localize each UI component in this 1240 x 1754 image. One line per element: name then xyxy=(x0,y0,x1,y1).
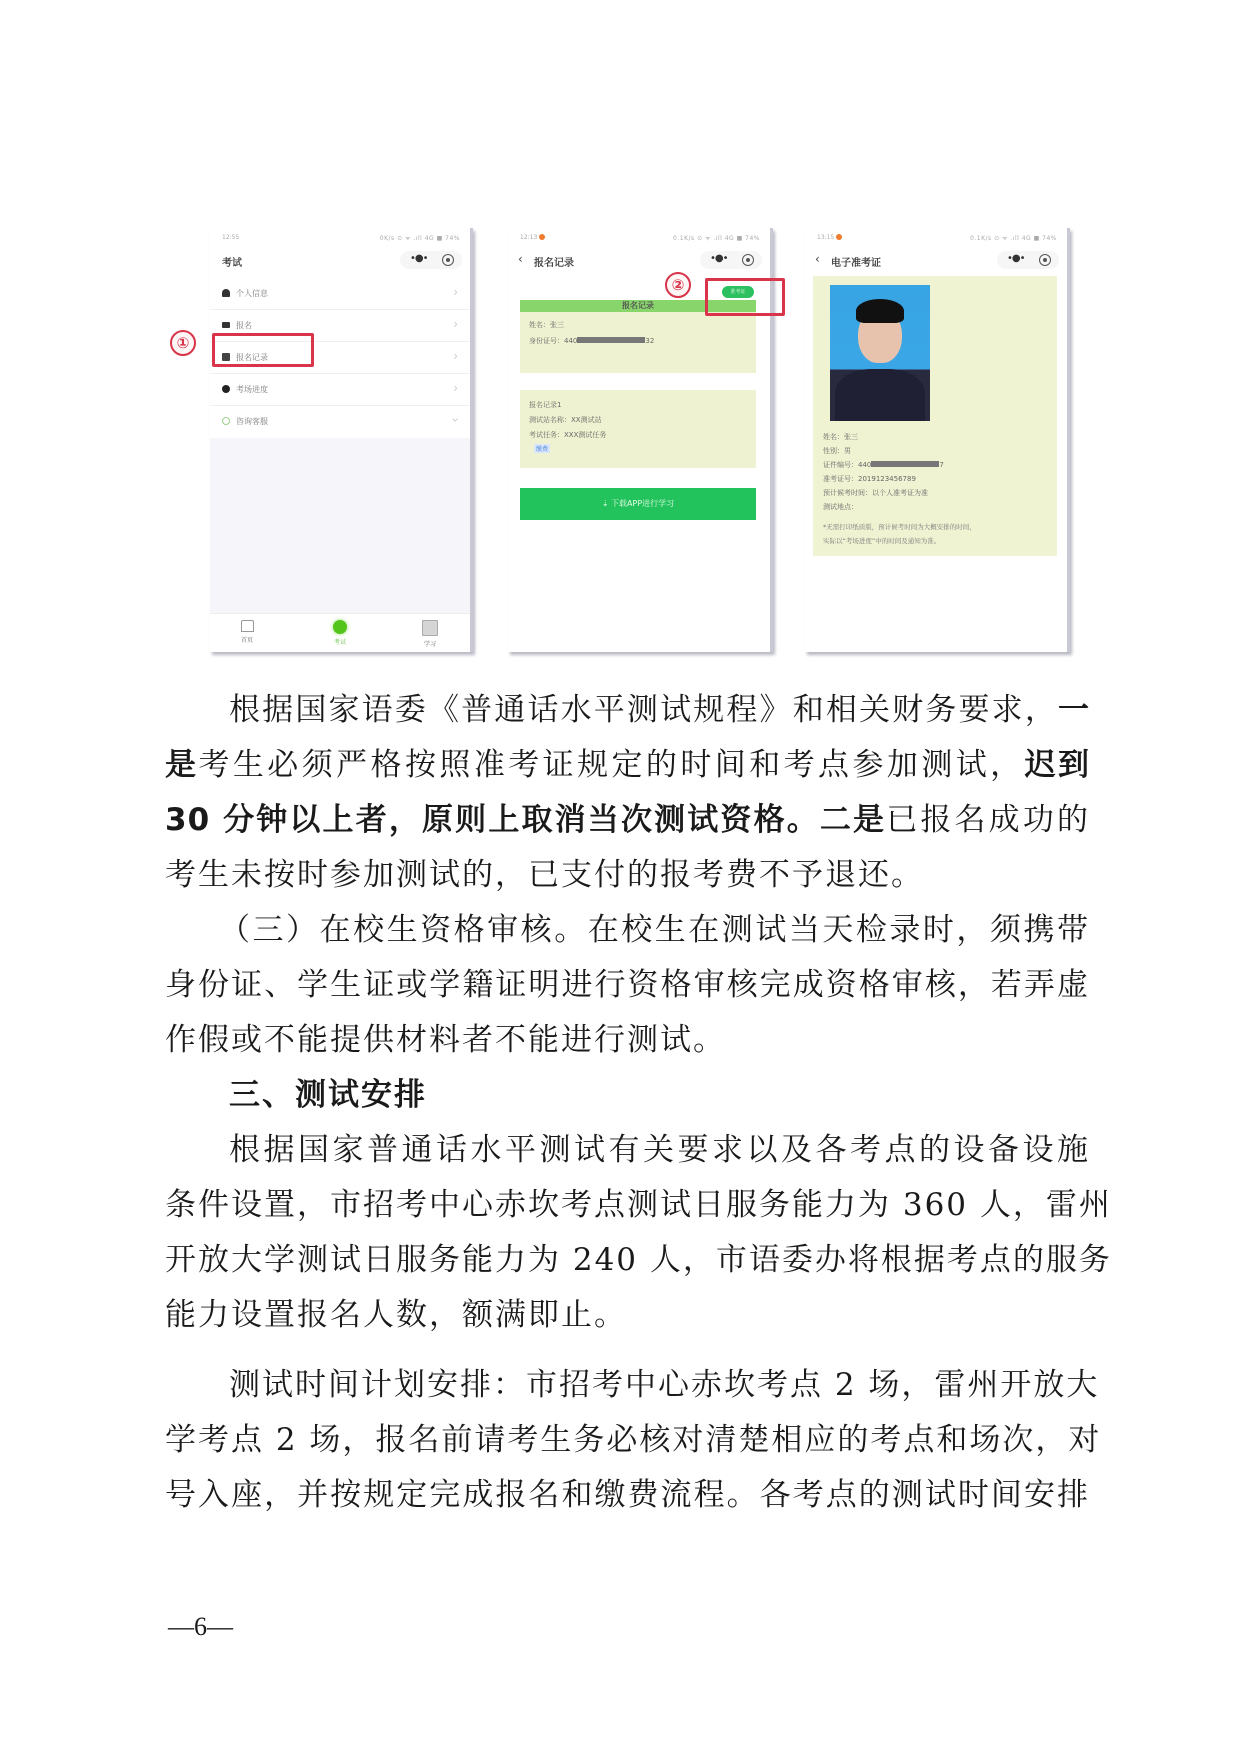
name-field: 姓名：张三 xyxy=(529,321,564,329)
button-label: 下载APP进行学习 xyxy=(611,499,675,508)
page-number: —6— xyxy=(168,1612,233,1641)
paragraph-2-line-3: 作假或不能提供材料者不能进行测试。 xyxy=(165,1022,726,1058)
more-icon[interactable]: •●• xyxy=(710,253,728,264)
card-icon xyxy=(222,322,230,328)
candidate-photo xyxy=(830,285,930,421)
note-line-2: 实际以“考场进度”中的时间及通知为准。 xyxy=(823,537,941,545)
phone-screen-exam-menu xyxy=(210,228,473,652)
chevron-right-icon: › xyxy=(453,349,458,363)
back-arrow-icon[interactable]: ‹ xyxy=(518,252,523,266)
close-target-icon[interactable] xyxy=(1039,254,1051,266)
status-icons: 0K/s ⊙ ᯤ .ıll 4G ■ 74% xyxy=(379,235,460,242)
status-time: 12:55 xyxy=(222,234,240,241)
tab-exam[interactable] xyxy=(315,620,365,646)
paragraph-4-line-1: 测试时间计划安排：市招考中心赤坎考点 2 场，雷州开放大 xyxy=(229,1367,1100,1403)
home-icon xyxy=(241,620,254,632)
miniapp-capsule[interactable] xyxy=(400,251,462,269)
paragraph-3-line-2: 条件设置，市招考中心赤坎考点测试日服务能力为 360 人，雷州 xyxy=(165,1187,1112,1223)
annotation-step-1: ① xyxy=(170,330,196,356)
paragraph-1-line-4: 考生未按时参加测试的，已支付的报考费不予退还。 xyxy=(165,857,924,893)
tab-label: 首页 xyxy=(240,637,253,644)
download-icon: ⇣ xyxy=(601,499,612,508)
nav-bar xyxy=(805,246,1067,276)
chevron-right-icon: › xyxy=(453,285,458,299)
id-number-field: 身份证号：440 32 xyxy=(529,337,655,345)
chevron-right-icon: › xyxy=(453,381,458,395)
highlight-admission-ticket xyxy=(705,278,785,316)
menu-label: 考场进度 xyxy=(236,385,268,394)
menu-item-personal-info[interactable] xyxy=(210,278,470,310)
exam-task-field: 考试任务：XXX测试任务 xyxy=(529,431,607,439)
highlight-registration-record xyxy=(212,333,314,367)
name-field: 姓名：张三 xyxy=(823,433,858,441)
test-location-field: 测试地点： xyxy=(823,503,858,511)
paragraph-1-line-2: 是考生必须严格按照准考证规定的时间和考点参加测试，迟到 xyxy=(165,747,1091,783)
redacted-bar xyxy=(871,461,939,467)
page-title: 电子准考证 xyxy=(831,258,881,269)
tab-home[interactable] xyxy=(222,620,272,644)
section-heading: 三、测试安排 xyxy=(229,1077,427,1113)
page-title: 考试 xyxy=(222,258,242,269)
paragraph-3-line-4: 能力设置报名人数，额满即止。 xyxy=(165,1297,627,1333)
admission-ticket-card xyxy=(813,276,1057,516)
close-target-icon[interactable] xyxy=(442,254,454,266)
admission-ticket-button[interactable]: 准考证 xyxy=(722,286,754,298)
person-icon xyxy=(222,289,230,297)
panel-heading: 报名记录 xyxy=(520,300,756,312)
paragraph-3-line-3: 开放大学测试日服务能力为 240 人，市语委办将根据考点的服务 xyxy=(165,1242,1112,1278)
back-arrow-icon[interactable]: ‹ xyxy=(815,252,820,266)
status-bar xyxy=(210,228,470,246)
paragraph-3-line-1: 根据国家普通话水平测试有关要求以及各考点的设备设施 xyxy=(229,1132,1090,1168)
notification-dot-icon xyxy=(836,234,842,240)
miniapp-capsule[interactable] xyxy=(997,251,1059,269)
annotation-step-2: ② xyxy=(665,272,691,298)
menu-item-customer-service[interactable] xyxy=(210,406,470,437)
notification-dot-icon xyxy=(539,234,545,240)
status-bar xyxy=(805,228,1067,246)
tab-study[interactable] xyxy=(405,620,455,648)
more-icon[interactable]: •●• xyxy=(410,253,428,264)
record-title: 报名记录1 xyxy=(529,401,562,409)
waiting-time-field: 预计候考时间：以个人准考证为准 xyxy=(823,489,928,497)
menu-item-exam-progress[interactable] xyxy=(210,374,470,406)
menu-label: 咨询客服 xyxy=(236,417,268,426)
bottom-tab-bar xyxy=(210,613,470,652)
menu-label: 报名 xyxy=(236,321,252,330)
news-icon xyxy=(422,620,438,636)
ticket-number-field: 准考证号：2019123456789 xyxy=(823,475,916,483)
registration-record-panel xyxy=(520,390,756,468)
menu-label: 报名记录 xyxy=(236,353,268,362)
nav-bar xyxy=(508,246,770,276)
close-target-icon[interactable] xyxy=(742,254,754,266)
tab-label: 学习 xyxy=(423,641,436,648)
paragraph-1-line-3: 30 分钟以上者，原则上取消当次测试资格。二是已报名成功的 xyxy=(165,802,1090,838)
status-time: 13:15 xyxy=(817,234,842,241)
paragraph-4-line-3: 号入座，并按规定完成报名和缴费流程。各考点的测试时间安排 xyxy=(165,1477,1090,1513)
paragraph-2-line-1: （三）在校生资格审核。在校生在测试当天检录时，须携带 xyxy=(219,912,1090,948)
clock-icon xyxy=(222,385,230,393)
ticket-notes xyxy=(813,516,1057,556)
download-app-button[interactable] xyxy=(520,488,756,520)
empty-area xyxy=(210,438,470,614)
test-site-field: 测试站名称：XX测试站 xyxy=(529,416,602,424)
phone-screen-electronic-ticket xyxy=(805,228,1070,652)
status-icons: 0.1K/s ⊙ ᯤ .ıll 4G ■ 74% xyxy=(970,235,1057,242)
status-icons: 0.1K/s ⊙ ᯤ .ıll 4G ■ 74% xyxy=(673,235,760,242)
paragraph-1-line-1: 根据国家语委《普通话水平测试规程》和相关财务要求，一 xyxy=(229,692,1090,728)
tab-label: 考试 xyxy=(333,639,346,646)
status-time: 12:13 xyxy=(520,234,545,241)
menu-label: 个人信息 xyxy=(236,289,268,298)
paragraph-4-line-2: 学考点 2 场，报名前请考生务必核对清楚相应的考点和场次，对 xyxy=(165,1422,1102,1458)
paragraph-2-line-2: 身份证、学生证或学籍证明进行资格审核完成资格审核，若弄虚 xyxy=(165,967,1090,1003)
chevron-right-icon: › xyxy=(453,317,458,331)
id-number-field: 证件编号：440 7 xyxy=(823,461,944,469)
exam-icon xyxy=(333,620,347,634)
gender-field: 性别：男 xyxy=(823,447,851,455)
page-title: 报名记录 xyxy=(534,258,574,269)
headset-icon xyxy=(222,417,230,425)
more-icon[interactable]: •●• xyxy=(1007,253,1025,264)
chevron-down-icon: › xyxy=(448,417,463,423)
miniapp-capsule[interactable] xyxy=(700,251,762,269)
status-bar xyxy=(508,228,770,246)
payment-link[interactable]: 缴费 xyxy=(536,446,549,453)
nav-bar xyxy=(210,246,470,276)
note-line-1: *无需打印纸质版，预计候考时间为大概安排的时间， xyxy=(823,523,976,531)
redacted-bar xyxy=(577,337,645,343)
